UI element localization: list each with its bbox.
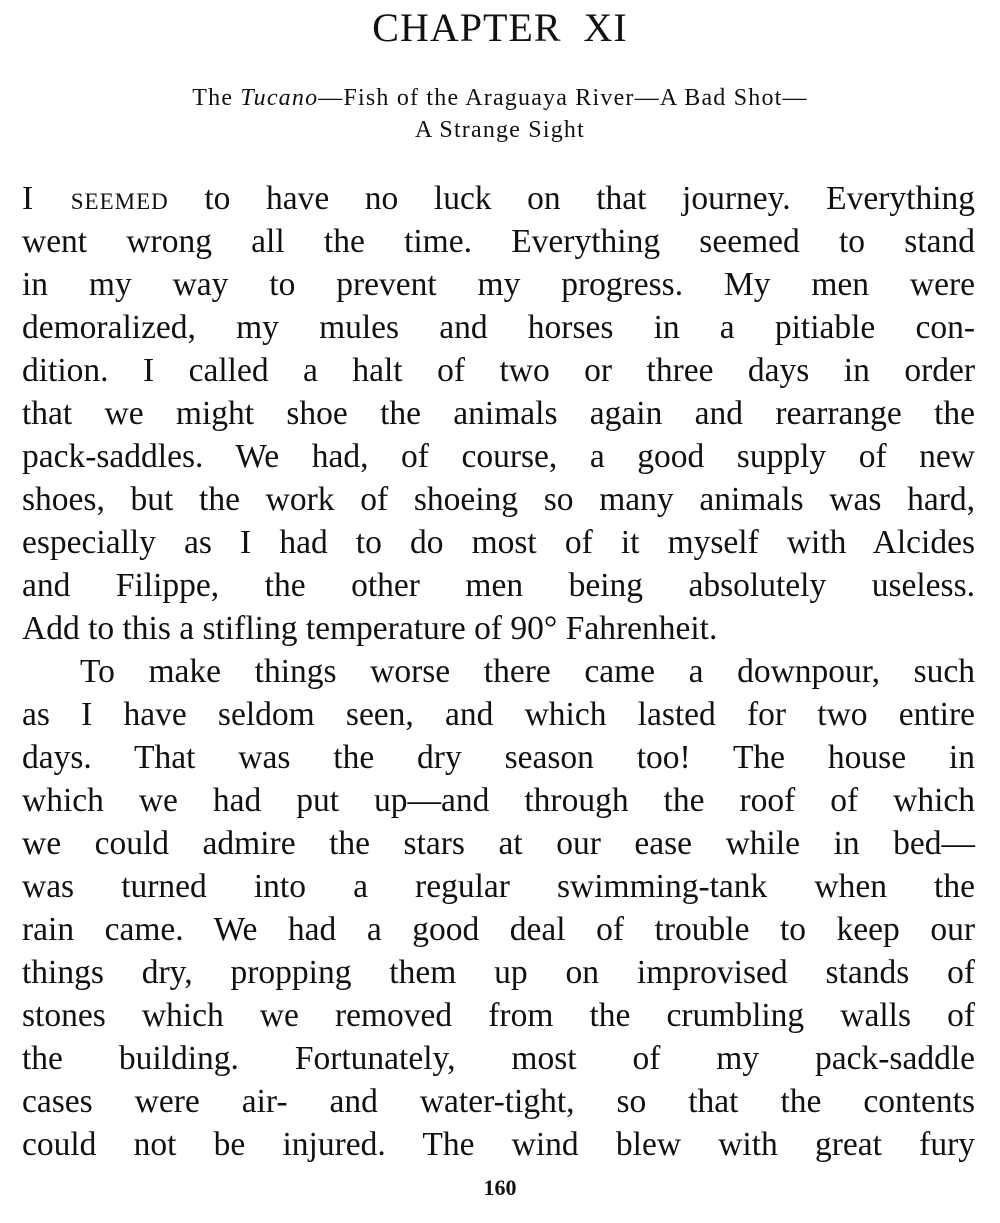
chapter-synopsis (0, 82, 1000, 146)
text-line: things dry, propping them up on improvised stands of (22, 954, 975, 991)
text-line: was turned into a regular swimming-tank when the (22, 868, 975, 905)
synopsis-italic-term: Tucano (240, 85, 319, 111)
text-line: days. That was the dry season too! The house in (22, 739, 975, 776)
text-line-content: to have no luck on that journey. Everything (168, 180, 976, 217)
chapter-heading (0, 4, 1000, 51)
text-line: stones which we removed from the crumbling walls of (22, 997, 975, 1034)
text-line: demoralized, my mules and horses in a pitiable con- (22, 309, 975, 346)
text-line: as I have seldom seen, and which lasted for two entire (22, 696, 975, 733)
text-line: shoes, but the work of shoeing so many animals was hard, (22, 481, 975, 518)
paragraph-1 (22, 177, 975, 650)
text-line: dition. I called a halt of two or three days in order (22, 352, 975, 389)
synopsis-line-1 (0, 82, 1000, 114)
body-text (22, 177, 975, 1166)
text-line: pack-saddles. We had, of course, a good supply of new (22, 438, 975, 475)
text-line: Add to this a stifling temperature of 90° Fahrenheit. (22, 610, 718, 647)
synopsis-text: —Fish of the Araguaya River—A Bad Shot— (318, 85, 808, 111)
text-line: that we might shoe the animals again and rearrange the (22, 395, 975, 432)
text-line: we could admire the stars at our ease while in bed— (22, 825, 975, 862)
text-line (22, 177, 975, 220)
chapter-number: XI (583, 5, 628, 50)
text-line: rain came. We had a good deal of trouble to keep our (22, 911, 975, 948)
paragraph-2 (22, 650, 975, 1166)
text-line: the building. Fortunately, most of my pack-saddle (22, 1040, 975, 1077)
chapter-label: CHAPTER (372, 5, 562, 50)
text-line: and Filippe, the other men being absolutely useless. (22, 567, 975, 604)
text-line: went wrong all the time. Everything seemed to stand (22, 223, 975, 260)
page-number: 160 (483, 1175, 517, 1200)
text-line: To make things worse there came a downpour, such (80, 653, 975, 690)
synopsis-line-2: A Strange Sight (414, 117, 585, 143)
text-line: could not be injured. The wind blew with great fury (22, 1126, 975, 1163)
text-line: which we had put up—and through the roof of which (22, 782, 975, 819)
text-line: especially as I had to do most of it myself with Alcides (22, 524, 975, 561)
text-line: cases were air- and water-tight, so that the contents (22, 1083, 975, 1120)
synopsis-text: The (192, 85, 241, 111)
text-line: in my way to prevent my progress. My men were (22, 266, 975, 303)
lead-small-caps: I seemed (22, 180, 169, 217)
